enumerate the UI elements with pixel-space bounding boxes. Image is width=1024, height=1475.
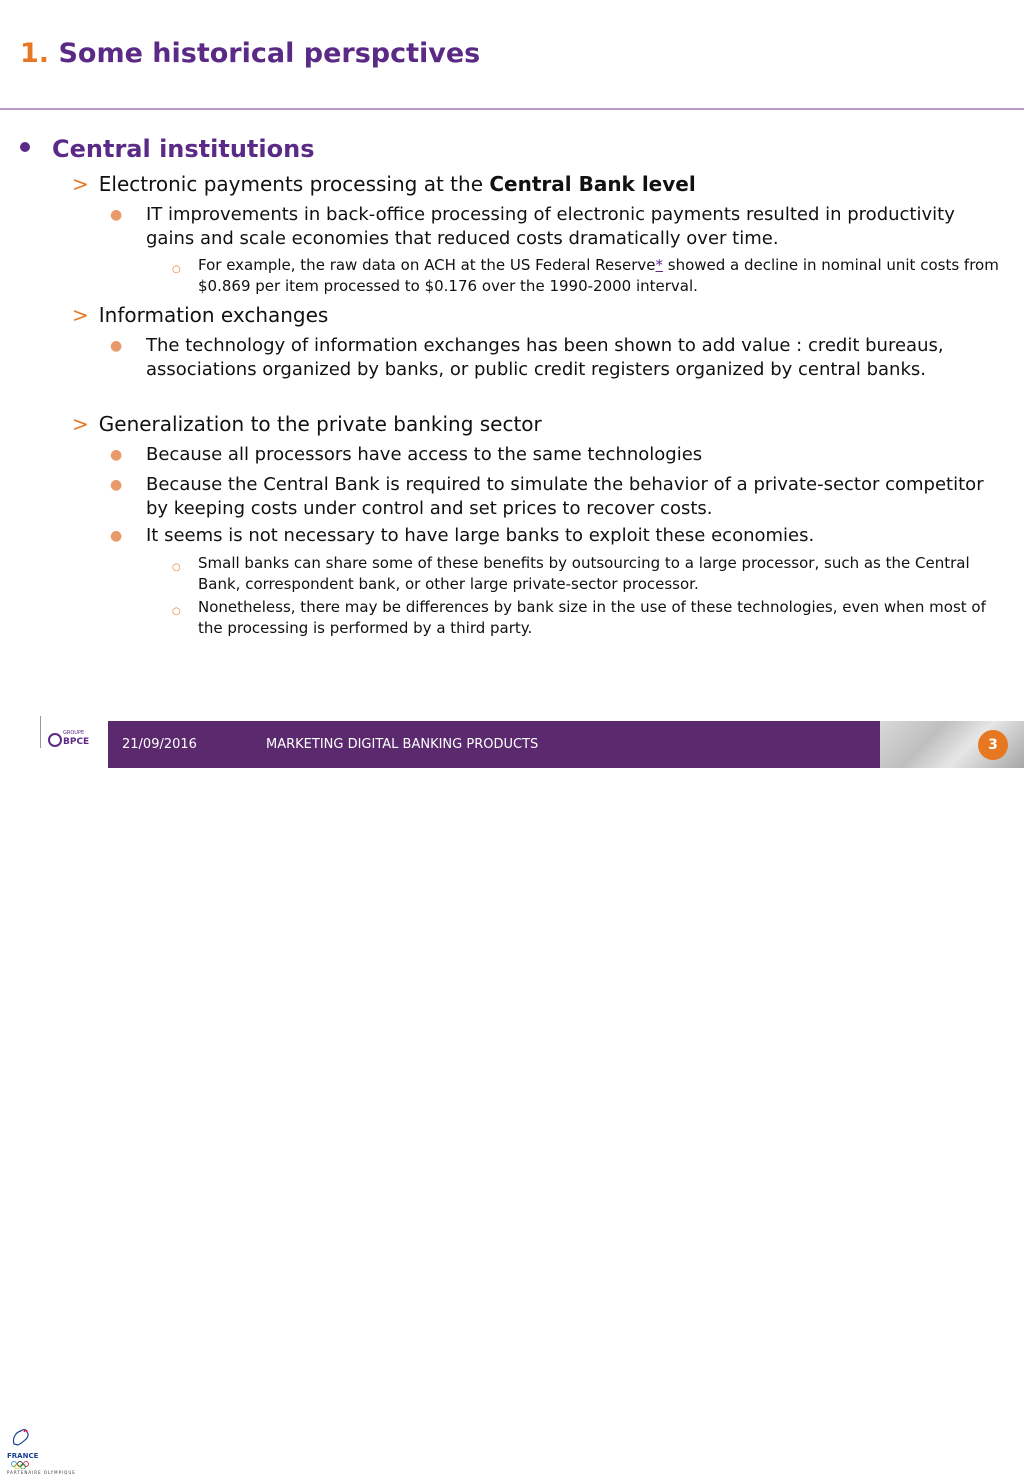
footer-date: 21/09/2016	[122, 737, 197, 752]
page-number-badge: 3	[978, 730, 1008, 760]
bpce-logo-text: GROUPE BPCE	[63, 730, 90, 747]
bullet-icon: ●	[110, 477, 123, 493]
bpce-logo-icon	[48, 733, 62, 747]
france-label: FRANCE	[7, 1452, 39, 1460]
circle-bullet-icon: ○	[172, 562, 181, 573]
slide-content	[0, 0, 1024, 700]
circle-bullet-icon: ○	[172, 264, 181, 275]
footer-title: MARKETING DIGITAL BANKING PRODUCTS	[266, 737, 539, 752]
rooster-icon	[10, 1426, 32, 1448]
logo-divider	[40, 716, 41, 748]
bullet-large-banks: ● It seems is not necessary to have large banks to exploit these economies.	[110, 525, 815, 546]
bullet-icon: ●	[110, 528, 123, 544]
sub-bullet-small-banks: ○ Small banks can share some of these benefits by outsourcing to a large processor, such as the Central Bank, correspondent bank, or other large private-sector processor.	[172, 554, 970, 593]
bullet-dot-icon	[20, 142, 30, 152]
bullet-icon: ●	[110, 338, 123, 354]
section-heading: Central institutions	[20, 135, 314, 163]
olympic-rings-icon	[10, 1461, 34, 1469]
chevron-right-icon: >	[72, 303, 89, 327]
chevron-right-icon: >	[72, 172, 89, 196]
footnote-link[interactable]: *	[655, 256, 663, 274]
bullet-it-improvements: ● IT improvements in back-office processing of electronic payments resulted in productivity gains and scale economies that reduced costs dramatically over time.	[110, 204, 955, 249]
bullet-same-technologies: ● Because all processors have access to the same technologies	[110, 444, 703, 465]
item-central-bank: > Electronic payments processing at the Central Bank level	[72, 172, 696, 196]
slide-title-text: Some historical perspctives	[58, 38, 481, 69]
sub-bullet-differences: ○ Nonetheless, there may be differences by bank size in the use of these technologies, even when most of the processing is performed by a third party.	[172, 598, 986, 637]
circle-bullet-icon: ○	[172, 606, 181, 617]
item-information-exchanges: > Information exchanges	[72, 303, 329, 327]
bullet-icon: ●	[110, 207, 123, 223]
item-generalization: > Generalization to the private banking sector	[72, 412, 542, 436]
bullet-information-exchanges: ● The technology of information exchanges has been shown to add value : credit bureaus, associations organized by banks, or public credit registers organized by central banks.	[110, 335, 944, 380]
olympic-partner-label: PARTENAIRE OLYMPIQUE	[7, 1470, 76, 1475]
bullet-central-bank-required: ● Because the Central Bank is required to simulate the behavior of a private-sector competitor by keeping costs under control and set prices to recover costs.	[110, 474, 984, 519]
footer-bar	[108, 721, 880, 768]
bullet-icon: ●	[110, 447, 123, 463]
sub-bullet-ach-example: ○ For example, the raw data on ACH at the US Federal Reserve* showed a decline in nominal unit costs from $0.869 per item processed to $0.176 over the 1990-2000 interval.	[172, 256, 999, 295]
slide-number-prefix: 1.	[20, 38, 50, 69]
chevron-right-icon: >	[72, 412, 89, 436]
